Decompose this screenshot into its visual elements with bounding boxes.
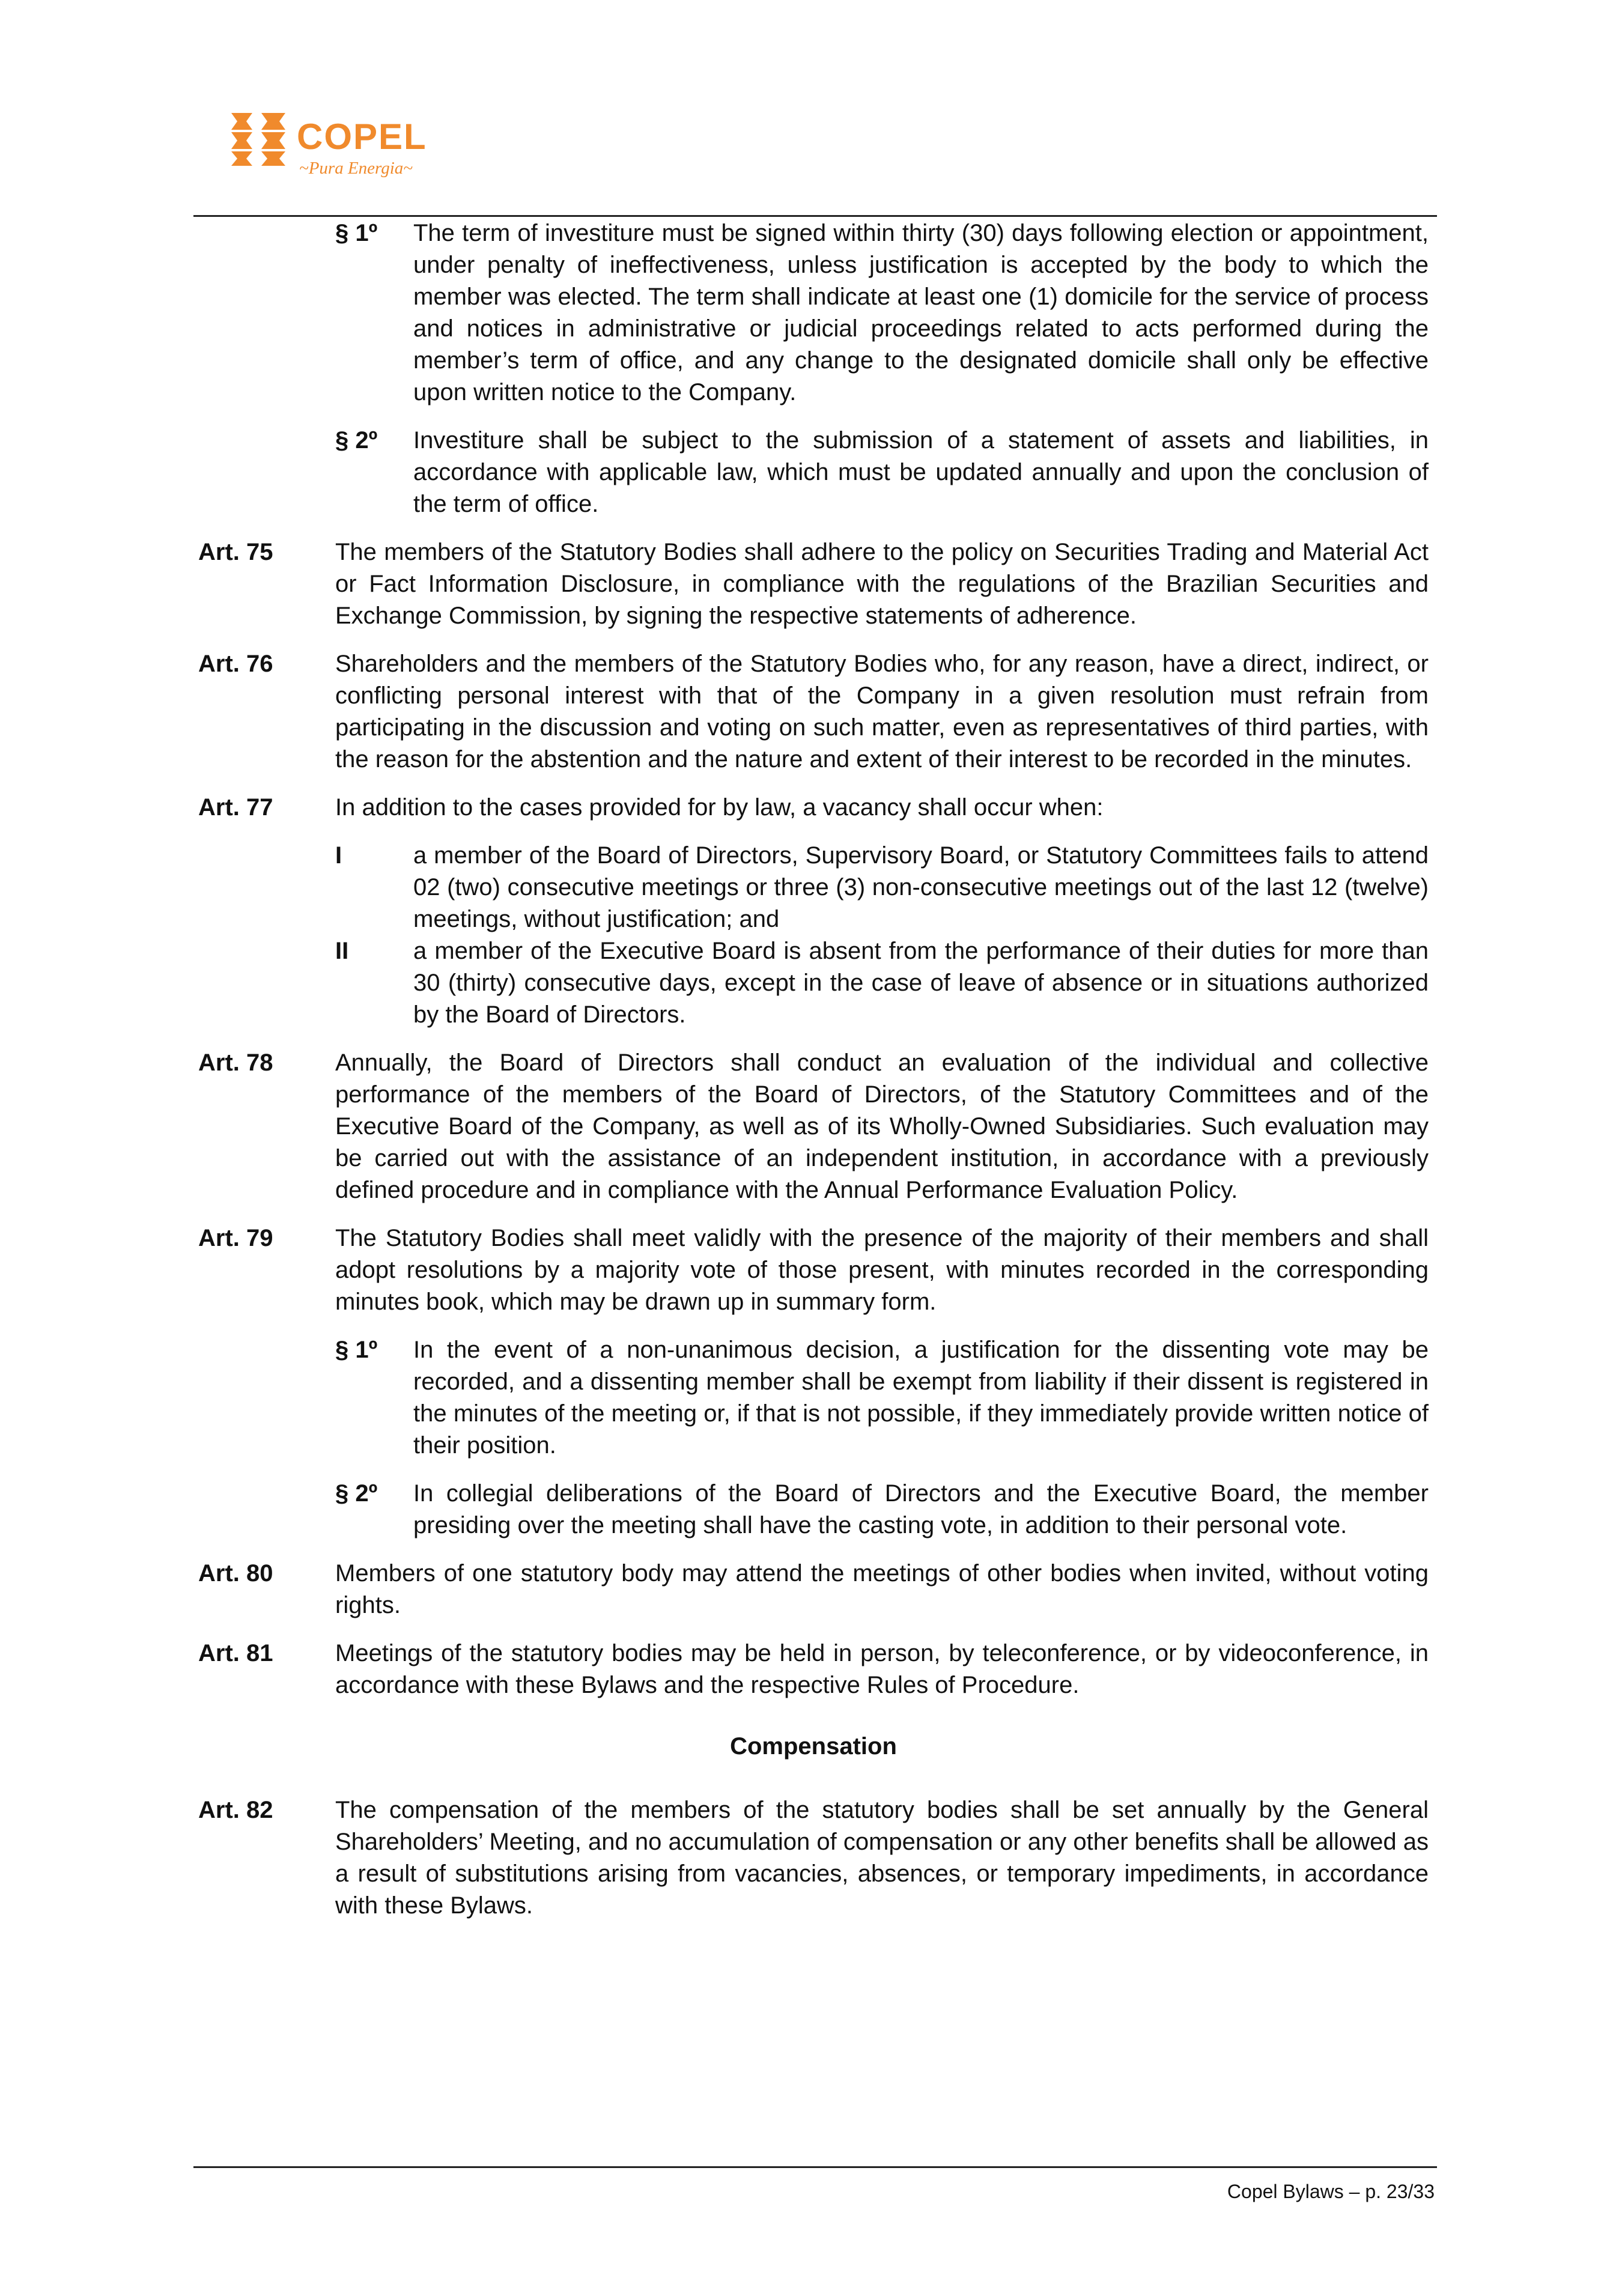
article-label: Art. 82 xyxy=(198,1797,273,1823)
article xyxy=(198,792,1429,824)
copel-logo-icon xyxy=(228,108,288,168)
paragraph xyxy=(198,425,1429,520)
section-heading: Compensation xyxy=(730,1733,897,1760)
list-item-text: a member of the Executive Board is absent from the performance of their duties for more than 30 (thirty) consecutive days, except in the case of leave of absence or in situations authorized by the Board of Directors. xyxy=(413,938,1429,1028)
article xyxy=(198,536,1429,632)
article-label: Art. 79 xyxy=(198,1225,273,1251)
article-label: Art. 78 xyxy=(198,1049,273,1076)
list-item xyxy=(198,935,1429,1031)
footer-divider xyxy=(193,2166,1437,2168)
article-text: The members of the Statutory Bodies shall adhere to the policy on Securities Trading and Material Act or Fact Information Disclosure, in compliance with the regulations of the Brazilian Securities and Exchange Commission, by signing the respective statements of adherence. xyxy=(335,539,1429,629)
article xyxy=(198,1794,1429,1922)
paragraph-text: The term of investiture must be signed within thirty (30) days following election or appointment, under penalty of ineffectiveness, unless justification is accepted by the body to which the member was elected. The term shall indicate at least one (1) domicile for the service of process and notices in administrative or judicial proceedings related to acts performed during the member’s term of office, and any change to the designated domicile shall only be effective upon written notice to the Company. xyxy=(413,220,1429,405)
article-text: In addition to the cases provided for by law, a vacancy shall occur when: xyxy=(335,794,1104,821)
paragraph xyxy=(198,1478,1429,1541)
header-divider xyxy=(193,215,1437,217)
article-text: Shareholders and the members of the Statutory Bodies who, for any reason, have a direct, indirect, or conflicting personal interest with that of the Company in a given resolution must refrain from participating in the discussion and voting on such matter, even as representatives of third parties, with the reason for the abstention and the nature and extent of their interest to be recorded in the minutes. xyxy=(335,651,1429,773)
article-text: The Statutory Bodies shall meet validly with the presence of the majority of their members and shall adopt resolutions by a majority vote of those present, with minutes recorded in the corresponding minutes book, which may be drawn up in summary form. xyxy=(335,1225,1429,1315)
document-body xyxy=(198,217,1429,1938)
article xyxy=(198,648,1429,776)
paragraph-text: In the event of a non-unanimous decision, a justification for the dissenting vote may be recorded, and a dissenting member shall be exempt from liability if their dissent is registered in the minutes of the meeting or, if that is not possible, if they immediately provide written notice of their position. xyxy=(413,1337,1429,1459)
paragraph-label: § 1º xyxy=(335,220,378,246)
paragraph-text: Investiture shall be subject to the submission of a statement of assets and liabilities, in accordance with applicable law, which must be updated annually and upon the conclusion of the term of office. xyxy=(413,427,1429,517)
brand-name: COPEL xyxy=(297,117,427,157)
copel-logo xyxy=(228,108,427,186)
page-footer: Copel Bylaws – p. 23/33 xyxy=(1227,2181,1435,2202)
article-label: Art. 75 xyxy=(198,539,273,565)
article-text: The compensation of the members of the statutory bodies shall be set annually by the General Shareholders’ Meeting, and no accumulation of compensation or any other benefits shall be allowed as a result of substitutions arising from vacancies, absences, or temporary impediments, in accordance with these Bylaws. xyxy=(335,1797,1429,1919)
article-text: Meetings of the statutory bodies may be held in person, by teleconference, or by videoconference, in accordance with these Bylaws and the respective Rules of Procedure. xyxy=(335,1640,1429,1698)
article xyxy=(198,1047,1429,1206)
article-text: Annually, the Board of Directors shall conduct an evaluation of the individual and collective performance of the members of the Board of Directors, of the Statutory Committees and of the Executive Board of the Company, as well as of its Wholly-Owned Subsidiaries. Such evaluation may be carried out with the assistance of an independent institution, in accordance with a previously defined procedure and in compliance with the Annual Performance Evaluation Policy. xyxy=(335,1049,1429,1203)
article xyxy=(198,1558,1429,1621)
paragraph-label: § 2º xyxy=(335,427,378,454)
paragraph xyxy=(198,1334,1429,1462)
list-item-label: I xyxy=(335,842,342,869)
brand-tagline: ~Pura Energia~ xyxy=(299,159,413,178)
article-label: Art. 81 xyxy=(198,1640,273,1666)
article-label: Art. 77 xyxy=(198,794,273,821)
paragraph-text: In collegial deliberations of the Board of Directors and the Executive Board, the member presiding over the meeting shall have the casting vote, in addition to their personal vote. xyxy=(413,1480,1429,1538)
article-label: Art. 80 xyxy=(198,1560,273,1587)
list-item-label: II xyxy=(335,938,349,964)
paragraph-label: § 2º xyxy=(335,1480,378,1507)
article xyxy=(198,1638,1429,1701)
paragraph xyxy=(198,217,1429,408)
paragraph-label: § 1º xyxy=(335,1337,378,1363)
list-item xyxy=(198,840,1429,935)
article-label: Art. 76 xyxy=(198,651,273,677)
list-item-text: a member of the Board of Directors, Supervisory Board, or Statutory Committees fails to attend 02 (two) consecutive meetings or three (3) non-consecutive meetings out of the last 12 (twelve) meetings, without justification; and xyxy=(413,842,1429,932)
article-text: Members of one statutory body may attend the meetings of other bodies when invited, without voting rights. xyxy=(335,1560,1429,1618)
article xyxy=(198,1222,1429,1318)
